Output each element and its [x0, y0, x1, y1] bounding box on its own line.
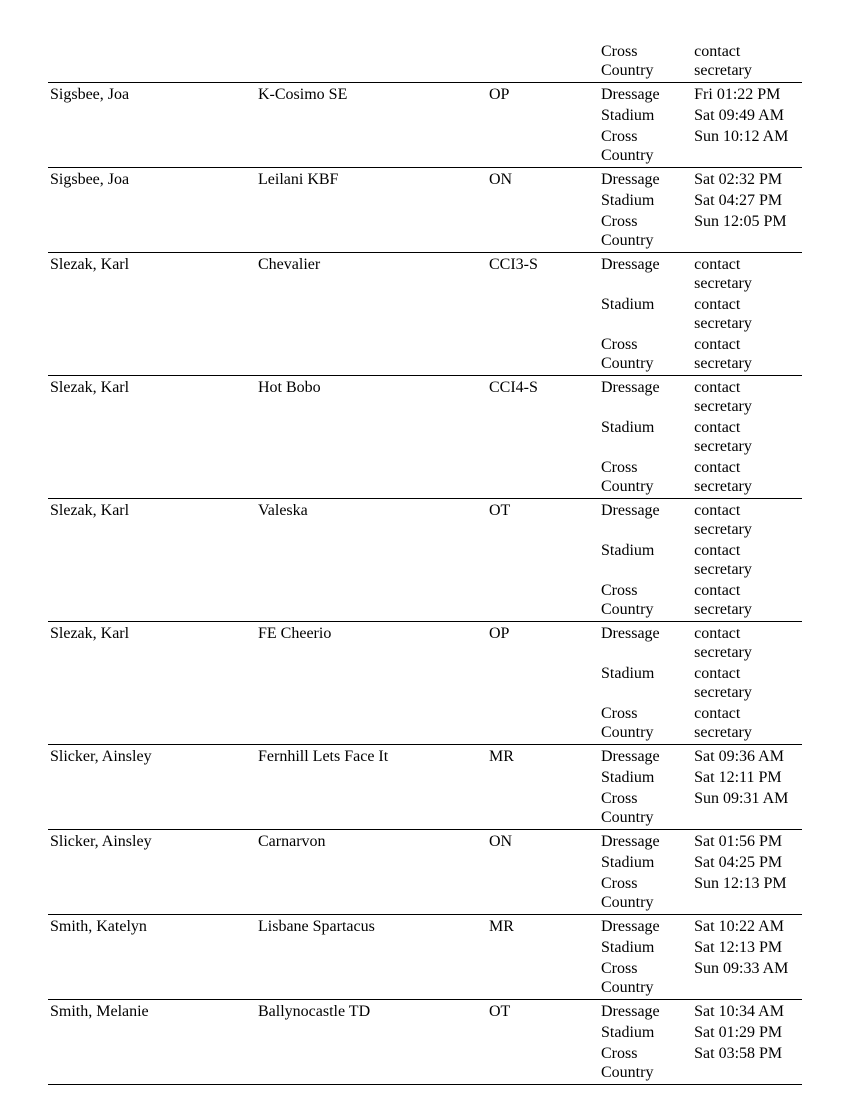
phase-time: Sat 01:29 PM — [694, 1024, 783, 1041]
phase-entry — [601, 541, 802, 579]
phase-name: Dressage — [601, 918, 660, 935]
phase-time: Sat 04:25 PM — [694, 854, 783, 871]
phase-time: contact secretary — [694, 582, 752, 618]
phase-name: Stadium — [601, 1024, 655, 1041]
rider-name: Slezak, Karl — [50, 502, 130, 519]
phase-name: Dressage — [601, 625, 660, 642]
phase-entry — [601, 418, 802, 456]
phase-name: Stadium — [601, 939, 655, 956]
horse-name: Valeska — [258, 502, 308, 519]
horse-name: FE Cheerio — [258, 625, 332, 642]
phase-time: Sat 09:49 AM — [694, 107, 784, 124]
phase-name: Stadium — [601, 769, 655, 786]
phase-time: Sun 09:31 AM — [694, 790, 789, 807]
phase-entry — [601, 874, 802, 912]
horse-name: Carnarvon — [258, 833, 326, 850]
table-row — [48, 83, 802, 168]
horse-name: K-Cosimo SE — [258, 86, 348, 103]
rider-name: Sigsbee, Joa — [50, 171, 130, 188]
phase-time: contact secretary — [694, 459, 752, 495]
table-row — [48, 499, 802, 622]
division-code: MR — [489, 918, 514, 935]
phase-name: Cross Country — [601, 43, 654, 79]
table-row — [48, 168, 802, 253]
division-code: OT — [489, 502, 511, 519]
phase-name: Cross Country — [601, 582, 654, 618]
rider-name: Slicker, Ainsley — [50, 833, 152, 850]
phase-list — [601, 747, 802, 827]
phase-entry — [601, 768, 802, 787]
phase-entry — [601, 42, 802, 80]
phase-time: contact secretary — [694, 256, 752, 292]
phase-list — [601, 170, 802, 250]
phase-time: Sat 10:34 AM — [694, 1003, 784, 1020]
phase-name: Cross Country — [601, 705, 654, 741]
table-row — [48, 622, 802, 745]
phase-name: Dressage — [601, 256, 660, 273]
phase-entry — [601, 295, 802, 333]
phase-entry — [601, 581, 802, 619]
phase-time: Fri 01:22 PM — [694, 86, 781, 103]
phase-time: Sat 10:22 AM — [694, 918, 784, 935]
phase-time: Sat 09:36 AM — [694, 748, 784, 765]
phase-name: Cross Country — [601, 459, 654, 495]
horse-name: Chevalier — [258, 256, 321, 273]
rider-name: Slezak, Karl — [50, 379, 130, 396]
phase-entry — [601, 85, 802, 104]
phase-time: Sat 01:56 PM — [694, 833, 783, 850]
division-code: OT — [489, 1003, 511, 1020]
rider-name: Slicker, Ainsley — [50, 748, 152, 765]
phase-entry — [601, 789, 802, 827]
phase-name: Dressage — [601, 379, 660, 396]
phase-name: Stadium — [601, 296, 655, 313]
phase-time: contact secretary — [694, 705, 752, 741]
horse-name: Hot Bobo — [258, 379, 321, 396]
phase-time: Sun 10:12 AM — [694, 128, 789, 145]
phase-time: Sat 03:58 PM — [694, 1045, 783, 1062]
phase-entry — [601, 938, 802, 957]
phase-entry — [601, 458, 802, 496]
phase-list — [601, 624, 802, 742]
horse-name: Fernhill Lets Face It — [258, 748, 389, 765]
phase-time: contact secretary — [694, 296, 752, 332]
table-row — [48, 915, 802, 1000]
phase-name: Dressage — [601, 833, 660, 850]
table-row — [48, 376, 802, 499]
division-code: ON — [489, 171, 513, 188]
phase-name: Cross Country — [601, 875, 654, 911]
phase-entry — [601, 1002, 802, 1021]
phase-entry — [601, 747, 802, 766]
phase-time: contact secretary — [694, 419, 752, 455]
phase-name: Stadium — [601, 192, 655, 209]
phase-name: Cross Country — [601, 128, 654, 164]
phase-name: Dressage — [601, 1003, 660, 1020]
division-code: MR — [489, 748, 514, 765]
division-code: OP — [489, 86, 510, 103]
phase-name: Cross Country — [601, 213, 654, 249]
division-code: OP — [489, 625, 510, 642]
horse-name: Lisbane Spartacus — [258, 918, 375, 935]
horse-name: Ballynocastle TD — [258, 1003, 371, 1020]
phase-list — [601, 1002, 802, 1082]
phase-entry — [601, 959, 802, 997]
phase-entry — [601, 853, 802, 872]
phase-list — [601, 832, 802, 912]
rider-name: Smith, Melanie — [50, 1003, 149, 1020]
phase-name: Dressage — [601, 748, 660, 765]
phase-time: contact secretary — [694, 542, 752, 578]
phase-entry — [601, 664, 802, 702]
phase-entry — [601, 704, 802, 742]
phase-entry — [601, 335, 802, 373]
phase-entry — [601, 212, 802, 250]
phase-list — [601, 42, 802, 80]
phase-entry — [601, 917, 802, 936]
phase-time: Sun 09:33 AM — [694, 960, 789, 977]
phase-entry — [601, 1044, 802, 1082]
phase-entry — [601, 1023, 802, 1042]
rider-name: Slezak, Karl — [50, 256, 130, 273]
phase-time: Sat 04:27 PM — [694, 192, 783, 209]
phase-entry — [601, 127, 802, 165]
phase-time: Sat 02:32 PM — [694, 171, 783, 188]
division-code: CCI4-S — [489, 379, 538, 396]
phase-list — [601, 255, 802, 373]
rider-name: Smith, Katelyn — [50, 918, 147, 935]
phase-name: Stadium — [601, 854, 655, 871]
phase-time: Sun 12:05 PM — [694, 213, 787, 230]
table-row — [48, 745, 802, 830]
phase-name: Cross Country — [601, 960, 654, 996]
phase-entry — [601, 501, 802, 539]
phase-list — [601, 85, 802, 165]
phase-entry — [601, 191, 802, 210]
table-row — [48, 40, 802, 83]
division-code: CCI3-S — [489, 256, 538, 273]
phase-list — [601, 917, 802, 997]
phase-time: Sun 12:13 PM — [694, 875, 787, 892]
horse-name: Leilani KBF — [258, 171, 339, 188]
table-row — [48, 830, 802, 915]
phase-time: contact secretary — [694, 336, 752, 372]
phase-time: contact secretary — [694, 379, 752, 415]
phase-time: contact secretary — [694, 43, 752, 79]
table-row — [48, 253, 802, 376]
phase-name: Cross Country — [601, 790, 654, 826]
phase-name: Stadium — [601, 542, 655, 559]
phase-time: Sat 12:13 PM — [694, 939, 783, 956]
phase-list — [601, 378, 802, 496]
division-code: ON — [489, 833, 513, 850]
phase-name: Stadium — [601, 665, 655, 682]
table-row — [48, 1000, 802, 1085]
phase-entry — [601, 378, 802, 416]
phase-entry — [601, 832, 802, 851]
phase-list — [601, 501, 802, 619]
phase-entry — [601, 170, 802, 189]
phase-name: Stadium — [601, 419, 655, 436]
rider-name: Slezak, Karl — [50, 625, 130, 642]
phase-entry — [601, 106, 802, 125]
phase-name: Stadium — [601, 107, 655, 124]
phase-name: Dressage — [601, 502, 660, 519]
phase-name: Cross Country — [601, 336, 654, 372]
phase-time: contact secretary — [694, 665, 752, 701]
phase-time: contact secretary — [694, 625, 752, 661]
phase-name: Dressage — [601, 171, 660, 188]
rider-name: Sigsbee, Joa — [50, 86, 130, 103]
phase-name: Cross Country — [601, 1045, 654, 1081]
phase-entry — [601, 255, 802, 293]
phase-time: Sat 12:11 PM — [694, 769, 782, 786]
phase-name: Dressage — [601, 86, 660, 103]
phase-time: contact secretary — [694, 502, 752, 538]
phase-entry — [601, 624, 802, 662]
ride-times-table — [48, 40, 802, 1085]
